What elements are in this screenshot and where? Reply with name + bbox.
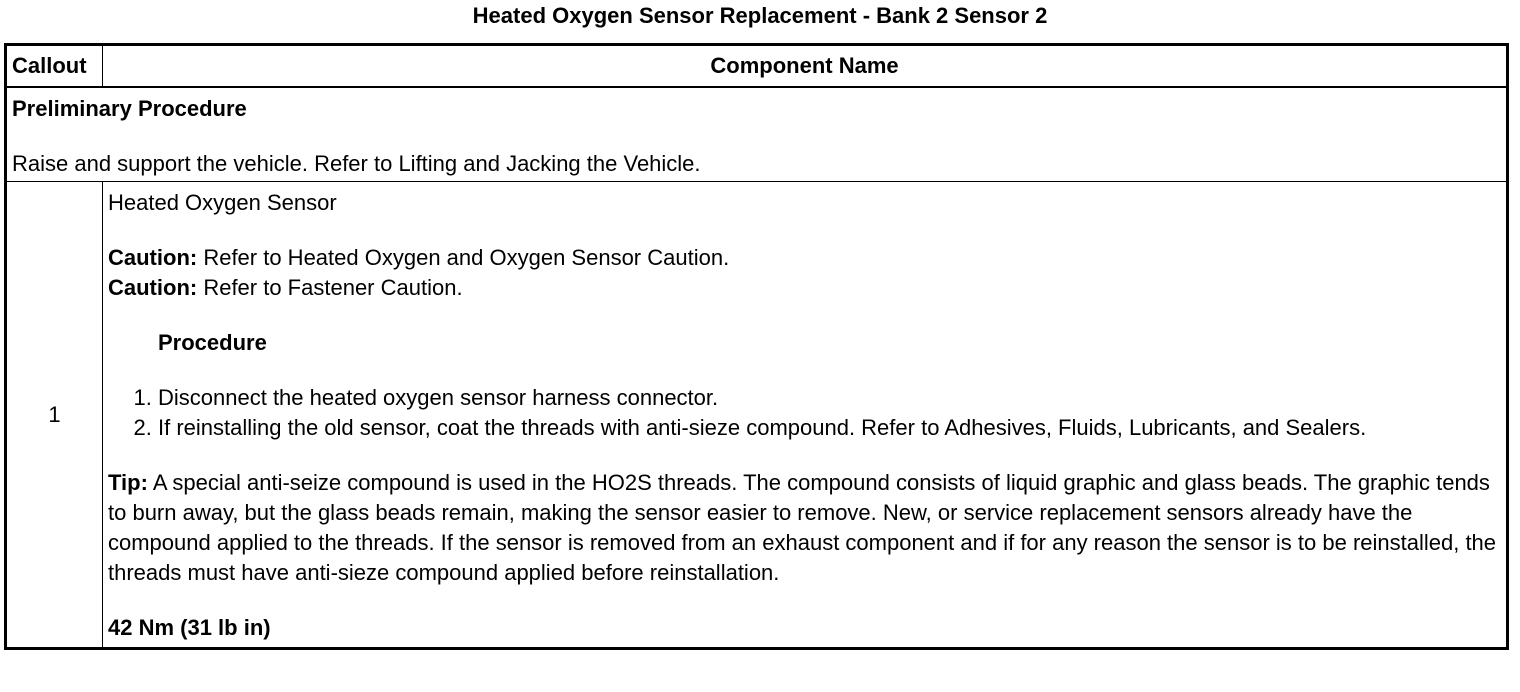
procedure-step: 1. Disconnect the heated oxygen sensor harness connector. xyxy=(158,383,1501,413)
tip-text: A special anti-seize compound is used in the HO2S threads. The compound consists of liquid graphic and glass beads. The graphic tends to burn away, but the glass beads remain, making the sensor easier to remove. New, or service replacement sensors already have the compound applied to the threads. If the sensor is removed from an exhaust component and if for any reason the sensor is to be reinstalled, the threads must have anti-sieze compound applied before reinstallation. xyxy=(108,470,1497,585)
preliminary-title: Preliminary Procedure xyxy=(12,96,247,121)
caution-text: Refer to Fastener Caution. xyxy=(197,275,463,300)
preliminary-row xyxy=(6,87,1508,182)
table-row xyxy=(6,182,1508,649)
component-name: Heated Oxygen Sensor xyxy=(108,190,337,215)
procedure-table xyxy=(4,43,1509,650)
procedure-heading: Procedure xyxy=(158,330,267,355)
callout-number: 1 xyxy=(6,182,103,649)
tip-label: Tip: xyxy=(108,470,148,495)
component-detail-cell xyxy=(103,182,1508,649)
torque-spec: 42 Nm (31 lb in) xyxy=(108,615,271,640)
procedure-steps xyxy=(108,383,1501,443)
table-header-row xyxy=(6,45,1508,88)
page-title: Heated Oxygen Sensor Replacement - Bank 2 Sensor 2 xyxy=(472,3,1048,28)
preliminary-cell xyxy=(6,87,1508,182)
preliminary-text: Raise and support the vehicle. Refer to Lifting and Jacking the Vehicle. xyxy=(12,151,701,176)
caution-label: Caution: xyxy=(108,245,198,270)
procedure-step: 2. If reinstalling the old sensor, coat the threads with anti-sieze compound. Refer to Adhesives, Fluids, Lubricants, and Sealers. xyxy=(158,413,1501,443)
caution-line xyxy=(108,273,1501,303)
header-component-name: Component Name xyxy=(103,45,1508,88)
caution-text: Refer to Heated Oxygen and Oxygen Sensor Caution. xyxy=(197,245,730,270)
tip-paragraph xyxy=(108,468,1501,588)
caution-label: Caution: xyxy=(108,275,198,300)
header-callout: Callout xyxy=(6,45,103,88)
caution-line xyxy=(108,243,1501,273)
